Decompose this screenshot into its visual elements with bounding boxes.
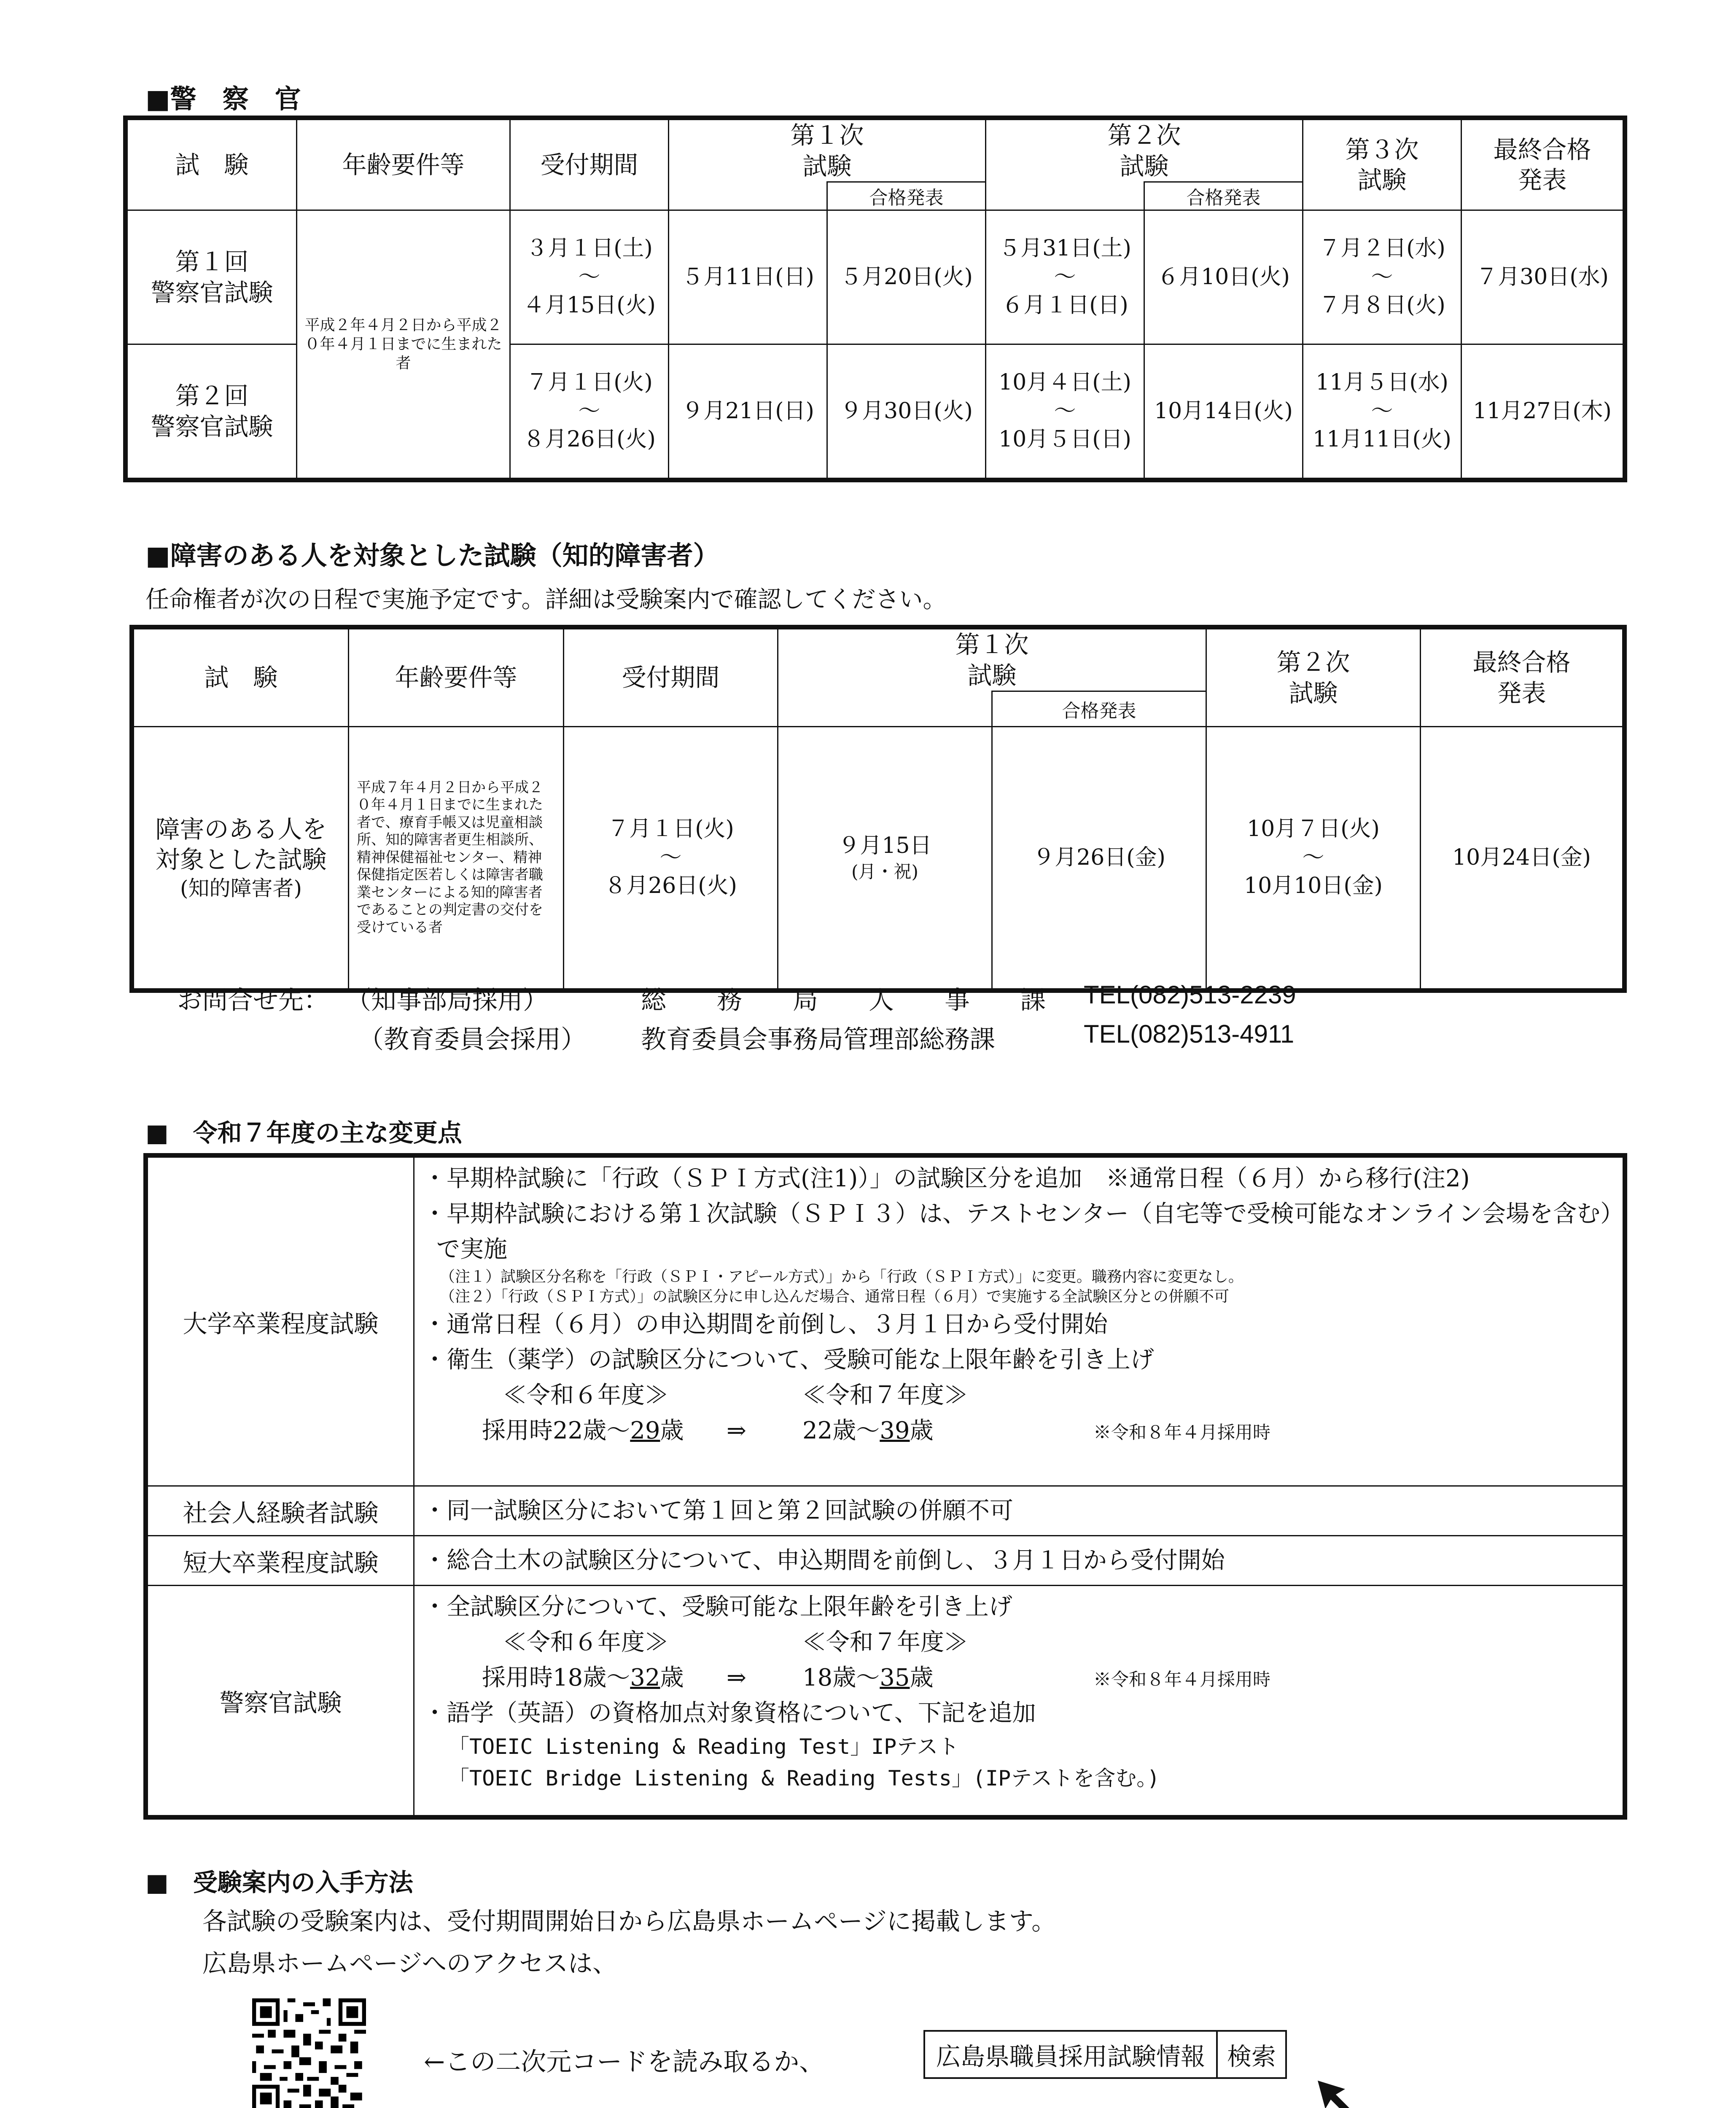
police-row-2-name: 第２回 警察官試験 [127, 344, 297, 479]
guide-section-title: ■ 受験案内の入手方法 [145, 1868, 413, 1897]
guide-line-1: 各試験の受験案内は、受付期間開始日から広島県ホームページに掲載します。 [202, 1907, 1056, 1936]
changes-category-police: 警察官試験 [148, 1586, 414, 1816]
police-table [126, 119, 1624, 479]
header-second-exam: 第２次 試験 [986, 120, 1303, 182]
d-header-exam: 試 験 [134, 629, 349, 727]
changes-category-junior-college: 短大卒業程度試験 [148, 1536, 414, 1586]
contact-dept-1: （知事部局採用） [346, 986, 548, 1015]
changes-university-content: ・早期枠試験に「行政（ＳＰＩ方式(注1)）」の試験区分を追加 ※通常日程（６月）から移行(注2) ・早期枠試験における第１次試験（ＳＰＩ３）は、テストセンター（自宅等で受検可能なオンライン会場を含む）で実施 （注１）試験区分名称を「行政（ＳＰＩ・アピール方式）」から「行政（ＳＰＩ方式）」に変更。職務内容に変更なし。 （注２）「行政（ＳＰＩ方式）」の試験区分に申し込んだ場合、通常日程（６月）で実施する全試験区分との併願不可 ・通常日程（６月）の申込期間を前倒し、３月１日から受付開始 ・衛生（薬学）の試験区分について、受験可能な上限年齢を引き上げ ≪令和６年度≫ ≪令和７年度≫ 採用時22歳～29歳 ⇒ 22歳～39歳 ※令和８年４月採用時 [414, 1157, 1623, 1486]
header-exam: 試 験 [127, 120, 297, 210]
police-row-1-second-result: ６月10日(火) [1144, 210, 1303, 344]
changes-category-experienced: 社会人経験者試験 [148, 1486, 414, 1536]
contact-dept-2: （教育委員会採用） [358, 1025, 586, 1054]
police-row-2-final: 11月27日(木) [1461, 344, 1623, 479]
header-period: 受付期間 [510, 120, 669, 210]
contact-tel-1: TEL(082)513-2239 [1084, 981, 1296, 1009]
police-row-1-period: ３月１日(土) ～ ４月15日(火) [510, 210, 669, 344]
header-final: 最終合格 発表 [1461, 120, 1623, 210]
header-second-result: 合格発表 [1144, 182, 1303, 210]
d-row-name: 障害のある人を 対象とした試験 (知的障害者) [134, 727, 349, 989]
d-header-period: 受付期間 [564, 629, 778, 727]
police-row-2-third: 11月５日(水) ～ 11月11日(火) [1303, 344, 1461, 479]
changes-table [147, 1156, 1624, 1816]
police-row-1-final: ７月30日(水) [1461, 210, 1623, 344]
search-widget[interactable] [923, 2030, 1287, 2079]
header-first-exam: 第１次 試験 [669, 120, 986, 182]
police-row-2-second: 10月４日(土) ～ 10月５日(日) [986, 344, 1144, 479]
changes-category-university: 大学卒業程度試験 [148, 1157, 414, 1486]
d-header-final: 最終合格 発表 [1421, 629, 1623, 727]
changes-section-title: ■ 令和７年度の主な変更点 [145, 1119, 462, 1147]
disability-table [133, 628, 1623, 989]
police-row-2-first-result: ９月30日(火) [827, 344, 986, 479]
police-row-2-period: ７月１日(火) ～ ８月26日(火) [510, 344, 669, 479]
changes-experienced-content: ・同一試験区分において第１回と第２回試験の併願不可 [414, 1486, 1623, 1536]
d-row-first: ９月15日 (月・祝) [778, 727, 992, 989]
contact-office-1: 総 務 局 人 事 課 [641, 986, 1046, 1015]
contact-office-2: 教育委員会事務局管理部総務課 [641, 1025, 995, 1054]
d-header-age: 年齢要件等 [349, 629, 564, 727]
police-row-1-second: ５月31日(土) ～ ６月１日(日) [986, 210, 1144, 344]
d-row-final: 10月24日(金) [1421, 727, 1623, 989]
header-first-result: 合格発表 [827, 182, 986, 210]
header-age: 年齢要件等 [297, 120, 510, 210]
disability-section-title: ■障害のある人を対象とした試験（知的障害者） [145, 540, 719, 571]
police-row-2-first: ９月21日(日) [669, 344, 827, 479]
d-header-second: 第２次 試験 [1206, 629, 1421, 727]
d-row-age: 平成７年４月２日から平成２０年４月１日までに生まれた者で、療育手帳又は児童相談所、知的障害者更生相談所、精神保健福祉センター、精神保健指定医若しくは障害者職業センターによる知的障害者であることの判定書の交付を受けている者 [349, 727, 564, 989]
qr-code-icon[interactable] [252, 1998, 366, 2108]
guide-line-2: 広島県ホームページへのアクセスは、 [202, 1949, 617, 1978]
police-row-1-third: ７月２日(水) ～ ７月８日(火) [1303, 210, 1461, 344]
cursor-arrow-icon [1316, 2078, 1362, 2108]
d-header-first: 第１次 試験 [778, 629, 1206, 691]
search-button[interactable]: 検索 [1227, 2042, 1276, 2071]
header-third-exam: 第３次 試験 [1303, 120, 1461, 210]
police-row-1-first: ５月11日(日) [669, 210, 827, 344]
qr-instruction: ←この二次元コードを読み取るか、 [424, 2047, 825, 2077]
changes-police-content: ・全試験区分について、受験可能な上限年齢を引き上げ ≪令和６年度≫ ≪令和７年度≫ 採用時18歳～32歳 ⇒ 18歳～35歳 ※令和８年４月採用時 ・語学（英語）の資格加点対象資格について、下記を追加 「TOEIC Listening & Reading Test」IPテスト 「TOEIC Bridge Listening & Reading Tests」(IPテストを含む。) [414, 1586, 1623, 1816]
police-section-title: ■警 察 官 [145, 83, 301, 114]
d-header-first-result: 合格発表 [992, 691, 1206, 727]
search-input[interactable]: 広島県職員採用試験情報 [925, 2032, 1218, 2077]
d-row-first-result: ９月26日(金) [992, 727, 1206, 989]
d-row-period: ７月１日(火) ～ ８月26日(火) [564, 727, 778, 989]
police-age-requirement: 平成２年４月２日から平成２０年４月１日までに生まれた者 [297, 210, 510, 479]
disability-intro: 任命権者が次の日程で実施予定です。詳細は受験案内で確認してください。 [145, 586, 947, 613]
d-row-second: 10月７日(火) ～ 10月10日(金) [1206, 727, 1421, 989]
contact-tel-2: TEL(082)513-4911 [1084, 1020, 1295, 1048]
changes-junior-college-content: ・総合土木の試験区分について、申込期間を前倒し、３月１日から受付開始 [414, 1536, 1623, 1586]
police-row-1-first-result: ５月20日(火) [827, 210, 986, 344]
contact-label: お問合せ先： [177, 986, 329, 1015]
police-row-1-name: 第１回 警察官試験 [127, 210, 297, 344]
police-row-2-second-result: 10月14日(火) [1144, 344, 1303, 479]
